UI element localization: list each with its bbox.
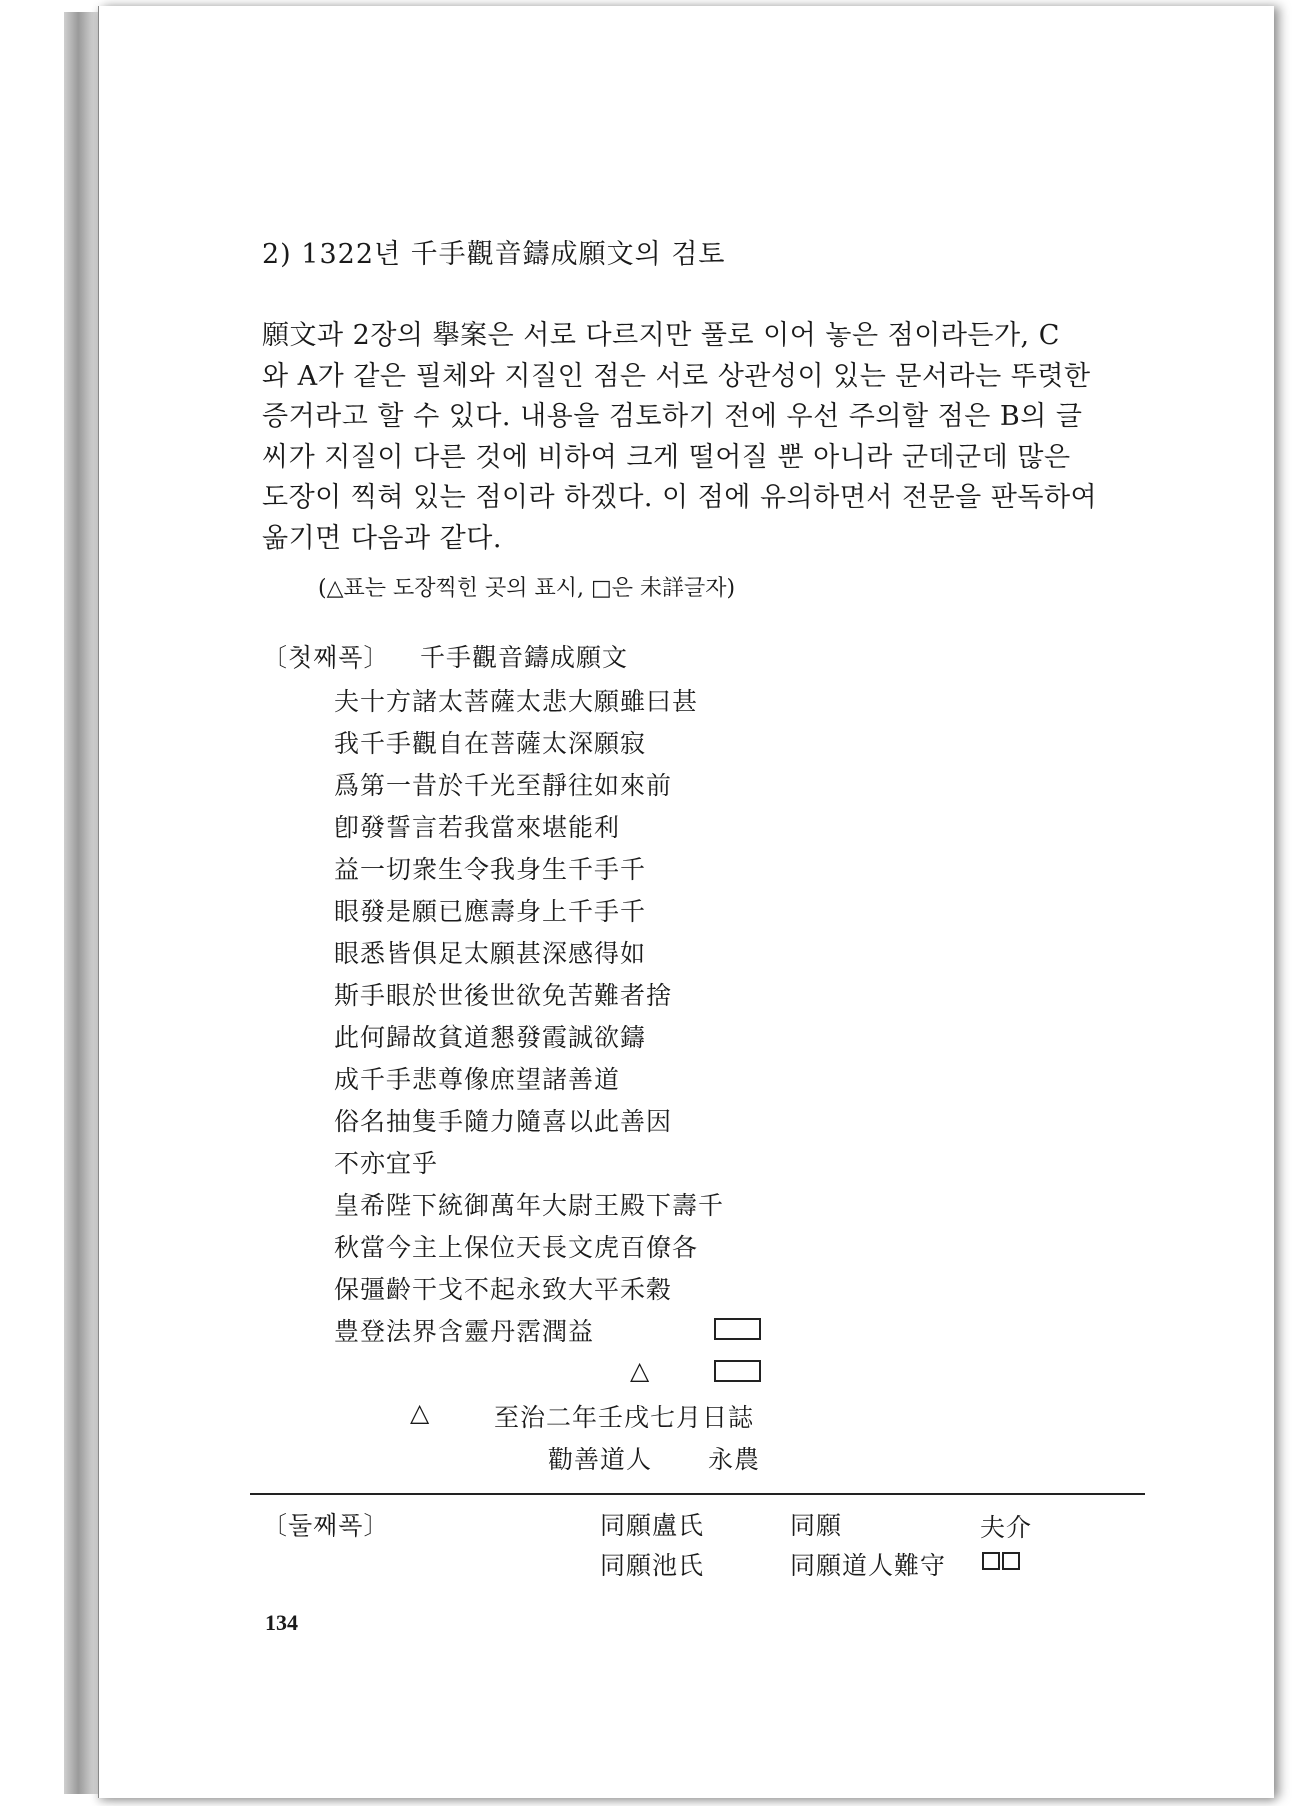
signer-name: 永農: [708, 1445, 761, 1474]
first-section-label: 〔첫째폭〕: [262, 643, 390, 672]
unknown-char-box: [1002, 1552, 1020, 1570]
inscription-line: 秋當今主上保位天長文虎百僚各: [334, 1233, 699, 1262]
paragraph-line: 씨가 지질이 다른 것에 비하여 크게 떨어질 뿐 아니라 군데군데 많은: [262, 441, 1071, 473]
inscription-line: 益一切衆生令我身生千手千: [334, 855, 647, 884]
section-heading: 2) 1322년 千手觀音鑄成願文의 검토: [262, 239, 726, 270]
inscription-line: 夫十方諸太菩薩太悲大願雖曰甚: [334, 687, 699, 716]
signer-role: 勸善道人: [548, 1445, 653, 1474]
legend-note: (△표는 도장찍힌 곳의 표시, □은 未詳글자): [318, 576, 736, 601]
inscription-line: 保彊齡干戈不起永致大平禾穀: [334, 1275, 673, 1304]
inscription-line: 豊登法界含靈丹霑潤益: [334, 1317, 595, 1346]
date-line: 至治二年壬戌七月日誌: [494, 1403, 755, 1432]
unknown-char-box: [982, 1552, 1000, 1570]
donor-name: 同願: [790, 1511, 843, 1540]
page-number: 134: [265, 1610, 298, 1635]
stamp-box: [714, 1318, 761, 1340]
inscription-line: 成千手悲尊像庶望諸善道: [334, 1065, 621, 1094]
inscription-line: 不亦宜乎: [334, 1149, 439, 1178]
inscription-line: 我千手觀自在菩薩太深願寂: [334, 729, 647, 758]
inscription-line: 斯手眼於世後世欲免苦難者捨: [334, 981, 673, 1010]
donor-name: 同願道人難守: [790, 1551, 947, 1580]
inscription-line: 眼發是願已應壽身上千手千: [334, 897, 647, 926]
inscription-line: 爲第一昔於千光至靜往如來前: [334, 771, 673, 800]
paragraph-line: 증거라고 할 수 있다. 내용을 검토하기 전에 우선 주의할 점은 B의 글: [262, 401, 1083, 432]
inscription-line: 此何歸故貧道懇發霞誠欲鑄: [334, 1023, 647, 1052]
unknown-character-boxes: [982, 1552, 1022, 1572]
first-section-title: 千手觀音鑄成願文: [420, 643, 629, 672]
section-divider: [250, 1493, 1145, 1495]
paragraph-line: 와 A가 같은 필체와 지질인 점은 서로 상관성이 있는 문서라는 뚜렷한: [262, 360, 1091, 392]
donor-name: 同願池氏: [600, 1551, 705, 1580]
stamp-triangle: △: [410, 1398, 431, 1427]
inscription-line: 俗名抽隻手隨力隨喜以此善因: [334, 1107, 673, 1136]
stamp-triangle: △: [630, 1356, 651, 1385]
book-edge: [64, 12, 100, 1794]
donor-name: 同願盧氏: [600, 1511, 705, 1540]
inscription-line: 皇希陛下統御萬年大尉王殿下壽千: [334, 1191, 725, 1220]
second-section-label: 〔둘째폭〕: [262, 1511, 390, 1540]
body-paragraph: [262, 316, 1162, 559]
paragraph-line: 옮기면 다음과 같다.: [262, 522, 502, 554]
donor-name: 夫介: [980, 1513, 1033, 1542]
paragraph-line: 願文과 2장의 擧案은 서로 다르지만 풀로 이어 놓은 점이라든가, C: [262, 320, 1060, 351]
stamp-box: [714, 1360, 761, 1382]
paragraph-line: 도장이 찍혀 있는 점이라 하겠다. 이 점에 유의하면서 전문을 판독하여: [262, 482, 1098, 513]
inscription-line: 眼悉皆俱足太願甚深感得如: [334, 939, 647, 968]
inscription-line: 卽發誓言若我當來堪能利: [334, 813, 621, 842]
